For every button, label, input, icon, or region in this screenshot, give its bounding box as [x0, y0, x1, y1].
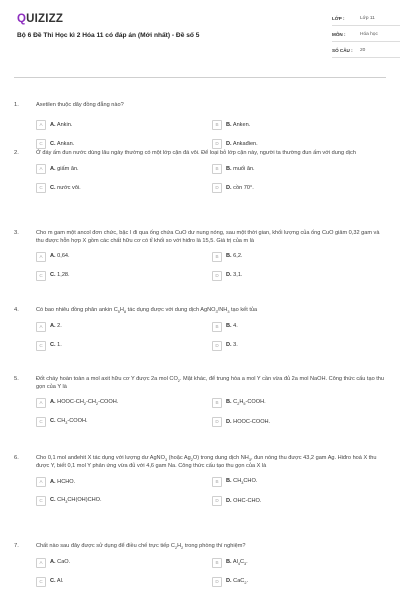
meta-label: MÔN :	[332, 31, 346, 37]
answer-option[interactable]	[36, 138, 212, 151]
option-letter: D.	[226, 577, 232, 584]
logo-q-letter: Q	[17, 13, 27, 25]
answer-option[interactable]	[36, 320, 212, 333]
meta-value: 20	[360, 47, 366, 53]
option-text: 0,64.	[57, 252, 70, 259]
meta-value: Lớp 11	[360, 15, 375, 21]
option-label	[226, 141, 258, 149]
option-letter-box: A	[36, 398, 46, 408]
question-item	[14, 230, 388, 288]
option-letter: A.	[50, 252, 56, 259]
meta-row-class	[332, 13, 400, 26]
option-label	[226, 323, 238, 331]
question-text: Cho m gam một ancol đơn chức, bậc I đi qua ống chứa CuO dư nung nóng, sau một thời gian, khối lượng của ống CuO giảm 0,32 gam và thu được hỗn hợp X gồm các chất hữu cơ có tỉ khối so với hiđro là 15,5. Giá trị của m là	[36, 230, 380, 244]
option-label	[226, 253, 243, 261]
meta-panel	[332, 13, 400, 61]
answer-options	[36, 556, 388, 588]
question-item	[14, 376, 388, 435]
answer-option[interactable]	[36, 495, 212, 508]
option-letter-box: C	[36, 139, 46, 149]
answer-row	[36, 416, 388, 429]
option-letter: B.	[226, 252, 232, 259]
answer-option[interactable]	[212, 250, 388, 263]
answer-option[interactable]	[36, 556, 212, 569]
option-letter: B.	[226, 165, 232, 172]
question-line	[14, 102, 388, 110]
question-text: Axetilen thuộc dãy đồng đẳng nào?	[36, 102, 124, 108]
answer-option[interactable]	[212, 397, 388, 410]
option-letter-box: C	[36, 417, 46, 427]
answer-options	[36, 397, 388, 429]
option-text: $CH_3CHO$.	[233, 478, 258, 486]
answer-options	[36, 163, 388, 195]
question-text: Có bao nhiêu đồng phân ankin $C_5H_8$ tác dụng được với dung dịch $AgNO_3/NH_3$ tạo kết tủa	[36, 307, 258, 315]
option-text: $C_2H_5$-COOH.	[233, 399, 266, 407]
option-label	[226, 342, 238, 350]
option-label	[50, 578, 63, 586]
option-letter: B.	[226, 322, 232, 329]
meta-row-subject	[332, 29, 400, 42]
question-item	[14, 307, 388, 358]
question-text: Chất nào sau đây được sử dụng để điều chế trực tiếp $C_2H_2$ trong phòng thí nghiệm?	[36, 543, 246, 551]
option-label	[50, 166, 79, 174]
question-number: 6.	[14, 455, 19, 461]
answer-option[interactable]	[36, 119, 212, 132]
option-letter: B.	[226, 558, 232, 565]
option-letter-box: B	[212, 322, 222, 332]
question-number: 5.	[14, 376, 19, 382]
option-letter: C.	[50, 271, 56, 278]
question-line	[14, 307, 388, 315]
option-label	[50, 185, 81, 193]
option-label	[226, 399, 266, 407]
option-label	[226, 498, 261, 506]
question-text: Đốt cháy hoàn toàn a mol axit hữu cơ Y được 2a mol $CO_2$. Mặt khác, để trung hòa a mol Y cần vừa đủ 2a mol NaOH. Công thức cấu tạo thu gọn của Y là	[36, 376, 385, 391]
option-label	[50, 253, 70, 261]
option-letter-box: A	[36, 477, 46, 487]
answer-row	[36, 250, 388, 263]
option-letter-box: D	[212, 341, 222, 351]
option-letter: A.	[50, 322, 56, 329]
option-letter: D.	[226, 271, 232, 278]
question-line	[14, 543, 388, 551]
question-line	[14, 150, 388, 158]
meta-row-count	[332, 45, 400, 58]
answer-row	[36, 397, 388, 410]
answer-options	[36, 250, 388, 282]
option-text: 1,28.	[57, 271, 70, 278]
option-label	[50, 479, 75, 487]
answer-option[interactable]	[212, 575, 388, 588]
option-letter: D.	[226, 184, 232, 191]
option-letter-box: D	[212, 417, 222, 427]
answer-option[interactable]	[212, 556, 388, 569]
option-text: cồn 70°.	[233, 184, 254, 191]
answer-row	[36, 269, 388, 282]
answer-row	[36, 556, 388, 569]
option-label	[226, 122, 250, 130]
worksheet-header	[14, 0, 386, 78]
option-text: CaC$_2$.	[233, 577, 249, 585]
answer-option[interactable]	[212, 119, 388, 132]
option-letter: B.	[226, 121, 232, 128]
answer-option[interactable]	[212, 416, 388, 429]
option-text: $CH_3CH(OH)CHO$.	[57, 497, 102, 505]
option-label	[226, 185, 254, 193]
option-letter-box: B	[212, 164, 222, 174]
option-letter: D.	[226, 140, 232, 147]
option-letter: C.	[50, 140, 56, 147]
question-text: Cho 0,1 mol anđehit X tác dụng với lượng dư AgNO$_3$ (hoặc $Ag_2O$) trong dung dịch $NH_3$, đun nóng thu được 43,2 gam Ag. Hiđro hoá X thu được Y, biết 0,1 mol Y phản ứng vừa đủ với 4,6 gam Na. Công thức cấu tạo thu gọn của X là	[36, 455, 377, 470]
question-number: 2.	[14, 150, 19, 156]
option-label	[226, 478, 257, 486]
option-letter-box: A	[36, 164, 46, 174]
meta-value: Hóa học	[360, 31, 378, 37]
option-text: $CH_3$-COOH.	[57, 418, 88, 426]
answer-option[interactable]	[36, 476, 212, 489]
answer-option[interactable]	[212, 269, 388, 282]
option-letter: B.	[226, 478, 232, 485]
option-letter-box: A	[36, 558, 46, 568]
question-item	[14, 150, 388, 201]
question-text: Ở đáy ấm đun nước dùng lâu ngày thường có một lớp cặn đá vôi. Để loại bỏ lớp cặn này, người ta thường đun ấm với dung dịch	[36, 150, 356, 156]
question-line	[14, 376, 388, 392]
option-label	[50, 122, 72, 130]
option-text: OHC-CHO.	[233, 497, 262, 504]
option-text: 2.	[57, 322, 62, 329]
option-label	[50, 141, 74, 149]
answer-option[interactable]	[36, 416, 212, 429]
option-label	[50, 559, 70, 567]
option-letter-box: B	[212, 558, 222, 568]
answer-options	[36, 476, 388, 508]
option-letter: A.	[50, 558, 56, 565]
answer-option[interactable]	[36, 339, 212, 352]
answer-option[interactable]	[36, 397, 212, 410]
option-letter-box: D	[212, 577, 222, 587]
option-text: nước vôi.	[57, 184, 81, 191]
answer-option[interactable]	[36, 575, 212, 588]
option-letter: D.	[226, 418, 232, 425]
option-letter-box: C	[36, 577, 46, 587]
option-label	[50, 497, 102, 505]
question-number: 7.	[14, 543, 19, 549]
option-letter-box: D	[212, 183, 222, 193]
answer-option[interactable]	[36, 269, 212, 282]
answer-option[interactable]	[212, 476, 388, 489]
option-letter: A.	[50, 121, 56, 128]
option-label	[50, 418, 88, 426]
answer-options	[36, 320, 388, 352]
option-text: muối ăn.	[233, 165, 255, 172]
answer-row	[36, 339, 388, 352]
answer-option[interactable]	[212, 495, 388, 508]
option-label	[226, 419, 270, 427]
answer-row	[36, 163, 388, 176]
answer-row	[36, 495, 388, 508]
option-label	[50, 399, 118, 407]
option-letter: A.	[50, 165, 56, 172]
option-label	[226, 166, 255, 174]
logo-rest: UIZIZZ	[26, 13, 64, 25]
option-letter-box: B	[212, 252, 222, 262]
answer-row	[36, 320, 388, 333]
option-letter: C.	[50, 184, 56, 191]
option-letter: B.	[226, 399, 232, 406]
question-number: 4.	[14, 307, 19, 313]
option-letter-box: C	[36, 271, 46, 281]
question-item	[14, 543, 388, 594]
question-number: 3.	[14, 230, 19, 236]
answer-option[interactable]	[212, 339, 388, 352]
option-letter: A.	[50, 399, 56, 406]
option-letter-box: B	[212, 477, 222, 487]
option-letter: D.	[226, 341, 232, 348]
answer-row	[36, 119, 388, 132]
option-text: 4.	[233, 322, 238, 329]
option-letter-box: D	[212, 271, 222, 281]
answer-option[interactable]	[212, 138, 388, 151]
option-letter-box: B	[212, 398, 222, 408]
option-text: 1.	[57, 341, 62, 348]
meta-label: LỚP :	[332, 15, 345, 21]
option-text: Anken.	[232, 121, 251, 128]
answer-row	[36, 138, 388, 151]
option-text: HOOC-$CH_2-CH_2$-COOH.	[57, 399, 119, 407]
answer-option[interactable]	[36, 250, 212, 263]
option-text: 6,2.	[233, 252, 243, 259]
option-text: Al.	[56, 577, 64, 584]
option-text: giấm ăn.	[57, 165, 79, 172]
page-title: Bộ 6 Đề Thi Học kì 2 Hóa 11 có đáp án (Mới nhất) - Đề số 5	[17, 32, 200, 39]
question-item	[14, 102, 388, 157]
option-letter-box: D	[212, 496, 222, 506]
meta-label: SỐ CÂU :	[332, 47, 353, 53]
option-letter-box: B	[212, 120, 222, 130]
option-text: HOOC-COOH.	[233, 418, 271, 425]
question-number: 1.	[14, 102, 19, 108]
option-text: Ankin.	[56, 121, 73, 128]
option-letter: C.	[50, 418, 56, 425]
option-letter-box: A	[36, 120, 46, 130]
answer-option[interactable]	[36, 163, 212, 176]
option-text: $Al_4C_3$.	[232, 558, 248, 566]
quizizz-logo	[17, 12, 63, 28]
answer-row	[36, 476, 388, 489]
option-text: 3,1.	[233, 271, 243, 278]
option-text: Ankan.	[56, 140, 75, 147]
option-text: 3.	[233, 341, 238, 348]
option-label	[50, 272, 70, 280]
option-letter: C.	[50, 341, 56, 348]
option-letter-box: A	[36, 252, 46, 262]
option-letter-box: C	[36, 341, 46, 351]
option-letter-box: C	[36, 183, 46, 193]
question-line	[14, 455, 388, 471]
option-label	[226, 559, 248, 567]
option-letter-box: A	[36, 322, 46, 332]
answer-options	[36, 119, 388, 151]
option-letter: C.	[50, 497, 56, 504]
answer-option[interactable]	[212, 182, 388, 195]
option-label	[226, 272, 243, 280]
question-item	[14, 455, 388, 514]
option-label	[50, 323, 62, 331]
option-letter-box: C	[36, 496, 46, 506]
option-letter: D.	[226, 497, 232, 504]
option-letter: A.	[50, 478, 56, 485]
answer-row	[36, 182, 388, 195]
answer-option[interactable]	[212, 320, 388, 333]
answer-row	[36, 575, 388, 588]
option-text: CaO.	[57, 558, 71, 565]
option-text: Ankađien.	[232, 140, 258, 147]
option-label	[50, 342, 62, 350]
answer-option[interactable]	[36, 182, 212, 195]
option-label	[226, 578, 248, 586]
option-letter: C.	[50, 577, 56, 584]
answer-option[interactable]	[212, 163, 388, 176]
option-text: HCHO.	[57, 478, 76, 485]
question-line	[14, 230, 388, 245]
option-letter-box: D	[212, 139, 222, 149]
